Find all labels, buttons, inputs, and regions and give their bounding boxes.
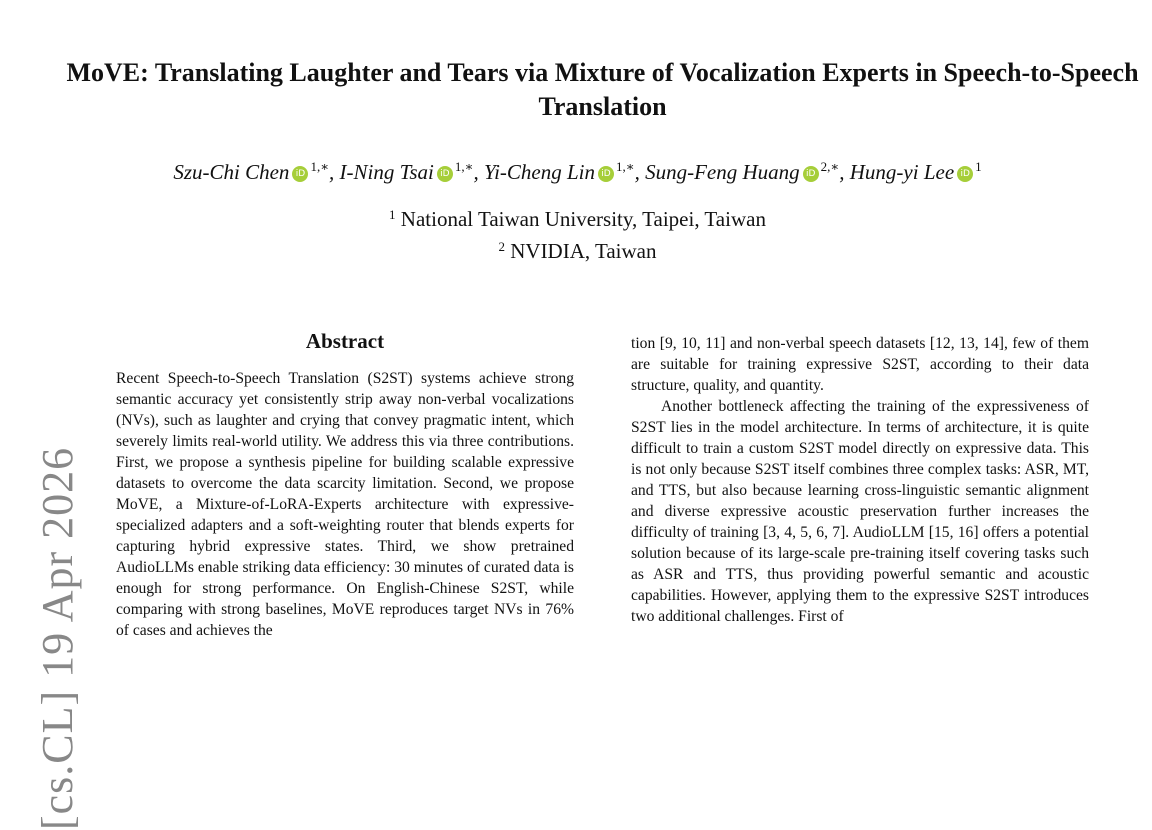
body-paragraph: Another bottleneck affecting the training of the expressiveness of S2ST lies in the model architecture. In terms of architecture, it is quite difficult to train a custom S2ST model directly on expressive data. This is not only because S2ST itself combines three complex tasks: ASR, MT, and TTS, but also because learning cross-linguistic semantic alignment and diverse expressive acoustic preservation further increases the difficulty of training [3, 4, 5, 6, 7]. AudioLLM [15, 16] offers a potential solution because of its large-scale pre-training itself covering tasks such as ASR and TTS, thus providing powerful semantic and acoustic capabilities. However, applying them to the expressive S2ST introduces two additional challenges. First of <box>631 398 1089 625</box>
author-name: Yi-Cheng Lin <box>483 160 596 184</box>
intro-column <box>631 333 1089 627</box>
author-affiliation-mark: 1,∗ <box>454 159 474 174</box>
author-affiliation-mark: 1,∗ <box>616 159 635 174</box>
abstract-heading: Abstract <box>305 329 385 353</box>
author-affiliation-mark: 1,∗ <box>310 159 330 174</box>
affiliation-list <box>60 201 1095 265</box>
orcid-icon[interactable]: iD <box>292 166 308 182</box>
author-name: Szu-Chi Chen <box>173 160 290 184</box>
author-name: Sung-Feng Huang <box>645 160 800 184</box>
affiliation-line <box>60 201 1095 233</box>
abstract-text: Recent Speech-to-Speech Translation (S2ST) systems achieve strong semantic accuracy yet consistently strip away non-verbal vocalizations (NVs), such as laughter and crying that convey pragmatic intent, which severely limits real-world utility. We address this via three contributions. First, we propose a synthesis pipeline for building scalable expressive datasets to overcome the data scarcity limitation. Second, we propose MoVE, a Mixture-of-LoRA-Experts architecture with expressive-specialized adapters and a soft-weighting router that blends experts for capturing hybrid expressive states. Third, we show pretrained AudioLLMs enable striking data efficiency: 30 minutes of curated data is enough for strong performance. On English-Chinese S2ST, while comparing with strong baselines, MoVE reproduces target NVs in 76% of cases and achieves the <box>116 370 574 639</box>
author-list: Szu-Chi Chen iD $^{1,∗}$, I-Ning Tsai iD $^{1,∗}$, Yi-Cheng Lin iD $^{1,∗}$, Sung-Feng Huang iD $^{2,∗}$, Hung-yi Lee iD $^1$ <box>173 159 982 184</box>
orcid-icon[interactable]: iD <box>437 166 453 182</box>
affiliation-number: 1 <box>389 207 396 222</box>
author-affiliation-mark: 1 <box>975 159 982 174</box>
affiliation-text: NVIDIA, Taiwan <box>510 239 657 263</box>
author-name: Hung-yi Lee <box>849 160 955 184</box>
abstract-column <box>116 368 574 641</box>
arxiv-side-stamp: [cs.CL] 19 Apr 2026 <box>33 446 82 830</box>
orcid-icon[interactable]: iD <box>598 166 614 182</box>
body-paragraph: tion [9, 10, 11] and non-verbal speech datasets [12, 13, 14], few of them are suitable for training expressive S2ST, according to their data structure, quality, and quantity. <box>631 335 1089 394</box>
affiliation-text: National Taiwan University, Taipei, Taiwan <box>400 207 766 231</box>
orcid-icon[interactable]: iD <box>803 166 819 182</box>
orcid-icon[interactable]: iD <box>957 166 973 182</box>
author-name: I-Ning Tsai <box>339 160 434 184</box>
affiliation-number: 2 <box>498 239 505 254</box>
author-affiliation-mark: 2,∗ <box>820 159 840 174</box>
affiliation-line <box>60 233 1095 265</box>
paper-title: MoVE: Translating Laughter and Tears via Mixture of Vocalization Experts in Speech-to-Speech Translation <box>66 58 1139 121</box>
